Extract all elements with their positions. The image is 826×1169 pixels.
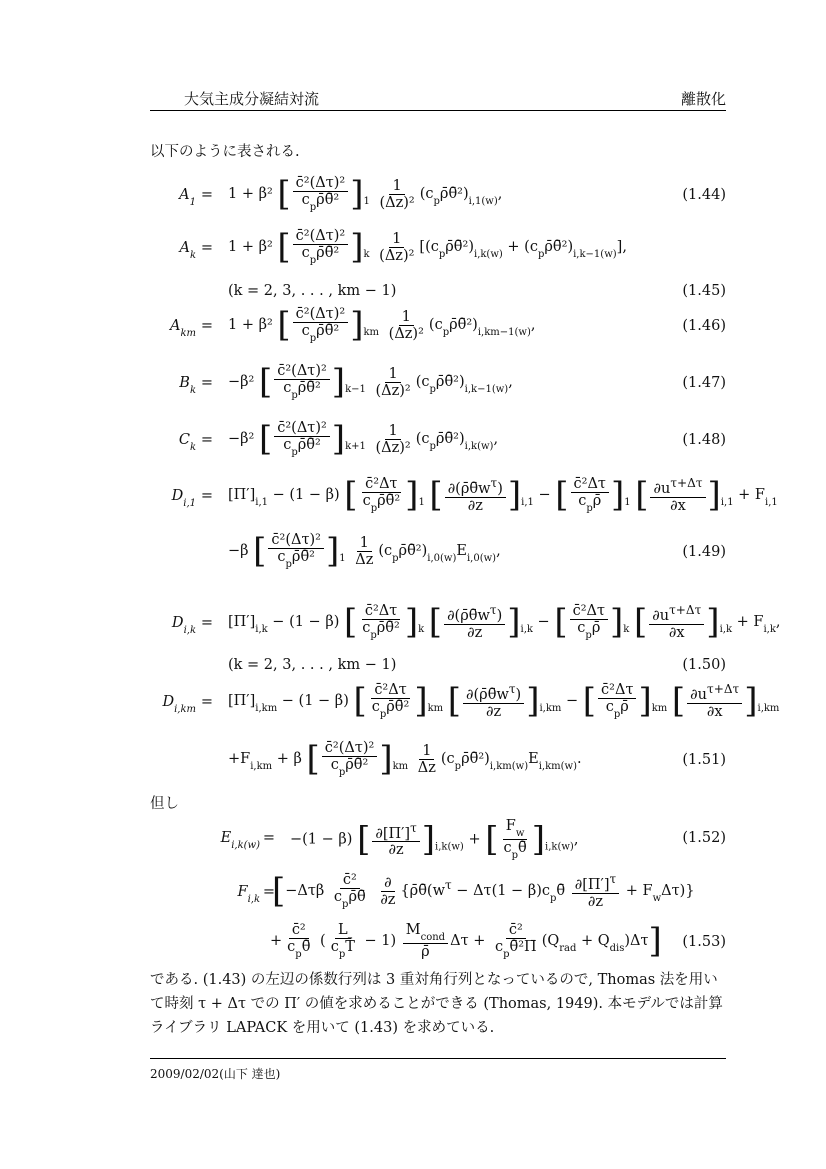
eq-number: (1.44) (682, 187, 726, 203)
eq-number: (1.51) (682, 752, 726, 768)
equation-1-45: $A_k$ = 1 + β² [ $\frac{\text{c̄²(Δτ)²}}{c_p\rhō\thetā^2}$ ]$_k$ $\frac{1}{\text{(Δz)²}}$ [$(c_p\rhō\thetā^2)_{i,k(w)}$ + $(c_p\rhō\thetā^2)_{i,k-1(w)}$], (k = 2, 3, . . . , km − 1) (1.45) (179, 227, 726, 299)
running-header (150, 88, 726, 111)
eq-number: (1.47) (682, 375, 726, 391)
conjunction-text: 但し (150, 796, 179, 812)
equation-1-48: $C_k$ = −β² [ $\frac{\text{c̄²(Δτ)²}}{c_p\rhō\thetā^2}$ ]$_{k+1}$ $\frac{1}{\text{(Δz)²}}$ $(c_p\rhō\thetā^2)_{i,k(w)}$, (1.48) (178, 419, 726, 459)
header-title: 大気主成分凝結対流 (184, 90, 320, 108)
eq-number: (1.52) (682, 830, 726, 846)
range-note: (k = 2, 3, . . . , km − 1) (228, 657, 397, 673)
eq-number: (1.49) (682, 544, 726, 560)
intro-text: 以下のように表される. (150, 144, 300, 160)
equation-1-50: $D_{i,k}$ = $[\Pi']_{i,k} - (1 - \beta)$ [ $\frac{\text{c̄²Δτ}}{c_p\rhō\thetā^2}$ ]$_k$ [ $\frac{\partial(\rhō\thetāw^\tau)}{\partial z}$ ]$_{i,k}$ − [ $\frac{\text{c̄²Δτ}}{c_p\rhō}$ ]$_k$ [ $\frac{\partial u^{\tau+\Delta\tau}}{\partial x}$ ]$_{i,k} + F_{i,k}$, (k = 2, 3, . . . , km − 1) (1.50) (171, 602, 781, 673)
header-section: 離散化 (680, 90, 726, 108)
eq-number: (1.45) (682, 283, 726, 299)
eq-number: (1.46) (682, 318, 726, 334)
eq-number: (1.50) (682, 657, 726, 673)
equation-1-46: $A_{km}$ = 1 + β² [ $\frac{\text{c̄²(Δτ)²}}{c_p\rhō\thetā^2}$ ]$_{km}$ $\frac{1}{\text{(Δz)²}}$ $(c_p\rhō\thetā^2)_{i,km-1(w)}$, (1.46) (169, 305, 726, 345)
equation-1-53: $F_{i,k}$ = [−Δτβ $\frac{\text{c̄²}}{c_p\rhō\thetā}$ $\frac{\partial}{\partial z}$ {$\rhō\thetā(w^\tau - \Delta\tau(1$ − $\beta)c_p\thetā$ $\frac{\partial[\Pi']^\tau}{\partial z}$ + $F_w\Delta\tau$)} + $\frac{\text{c̄²}}{c_p\thetā}$ ( $\frac{L}{c_pT̄}$ − 1) $\frac{M_{cond}}{\rhō}$ Δτ + $\frac{\text{c̄²}}{c_p\thetā^2\Pī}$ $(Q_{rad} + Q_{dis})\Delta\tau$] (1.53) (237, 871, 726, 961)
equation-1-49: $D_{i,1}$ = $[\Pi']_{i,1} - (1 - \beta)$ [ $\frac{\text{c̄²Δτ}}{c_p\rhō\thetā^2}$ ]$_1$ [ $\frac{\partial(\rhō\thetāw^\tau)}{\partial z}$ ]$_{i,1}$ − [ $\frac{\text{c̄²Δτ}}{c_p\rhō}$ ]$_1$ [ $\frac{\partial u^{\tau+\Delta\tau}}{\partial x}$ ]$_{i,1} + F_{i,1}$ −β [ $\frac{\text{c̄²(Δτ)²}}{c_p\rhō\thetā^2}$ ]$_1$ $\frac{1}{\Delta z}$ $(c_p\rhō\thetā^2)_{i,0(w)}E_{i,0(w)}$, (1.49) (171, 475, 778, 571)
equation-1-51: $D_{i,km}$ = $[\Pi']_{i,km} - (1 - \beta)$ [ $\frac{\text{c̄²Δτ}}{c_p\rhō\thetā^2}$ ]$_{km}$ [ $\frac{\partial(\rhō\thetāw^\tau)}{\partial z}$ ]$_{i,km}$ − [ $\frac{\text{c̄²Δτ}}{c_p\rhō}$ ]$_{km}$ [ $\frac{\partial u^{\tau+\Delta\tau}}{\partial x}$ ]$_{i,km}$ $+F_{i,km} + \beta$ [ $\frac{\text{c̄²(Δτ)²}}{c_p\rhō\thetā^2}$ ]$_{km}$ $\frac{1}{\Delta z}$ $(c_p\rhō\thetā^2)_{i,km(w)}E_{i,km(w)}$. (1.51) (162, 681, 780, 779)
range-note: (k = 2, 3, . . . , km − 1) (228, 283, 397, 299)
equation-1-47: $B_k$ = −β² [ $\frac{\text{c̄²(Δτ)²}}{c_p\rhō\thetā^2}$ ]$_{k-1}$ $\frac{1}{\text{(Δz)²}}$ $(c_p\rhō\thetā^2)_{i,k-1(w)}$, (1.47) (179, 362, 726, 402)
eq-number: (1.53) (682, 934, 726, 950)
eq-number: (1.48) (682, 432, 726, 448)
equation-1-44: $A_1$ = 1 + β² [ $\frac{\text{c̄²(Δτ)²}}{c_p\rhō\thetā^2}$ ]$_1$ $\frac{1}{\text{(Δz)²}}$ $(c_p\rhō\thetā^2)_{i,1(w)}$, (1.44) (179, 174, 726, 214)
footer: 2009/02/02(山下 達也) (150, 1058, 726, 1082)
paragraph-text: である. (1.43) の左辺の係数行列は 3 重対角行列となっているので, Thomas 法を用いて時刻 τ + Δτ での Π′ の値を求めることができる (Thomas, 1949). 本モデルでは計算ライブラリ LAPACK を用いて (1.43) を求めている. (150, 972, 723, 1036)
equation-1-52: $E_{i,k(w)}$ = −(1 − β) [ $\frac{\partial[\Pi']^\tau}{\partial z}$ ]$_{i,k(w)}$ + [ $\frac{F_w}{c_p\thetā}$ ]$_{i,k(w)}$, (1.52) (220, 818, 726, 861)
